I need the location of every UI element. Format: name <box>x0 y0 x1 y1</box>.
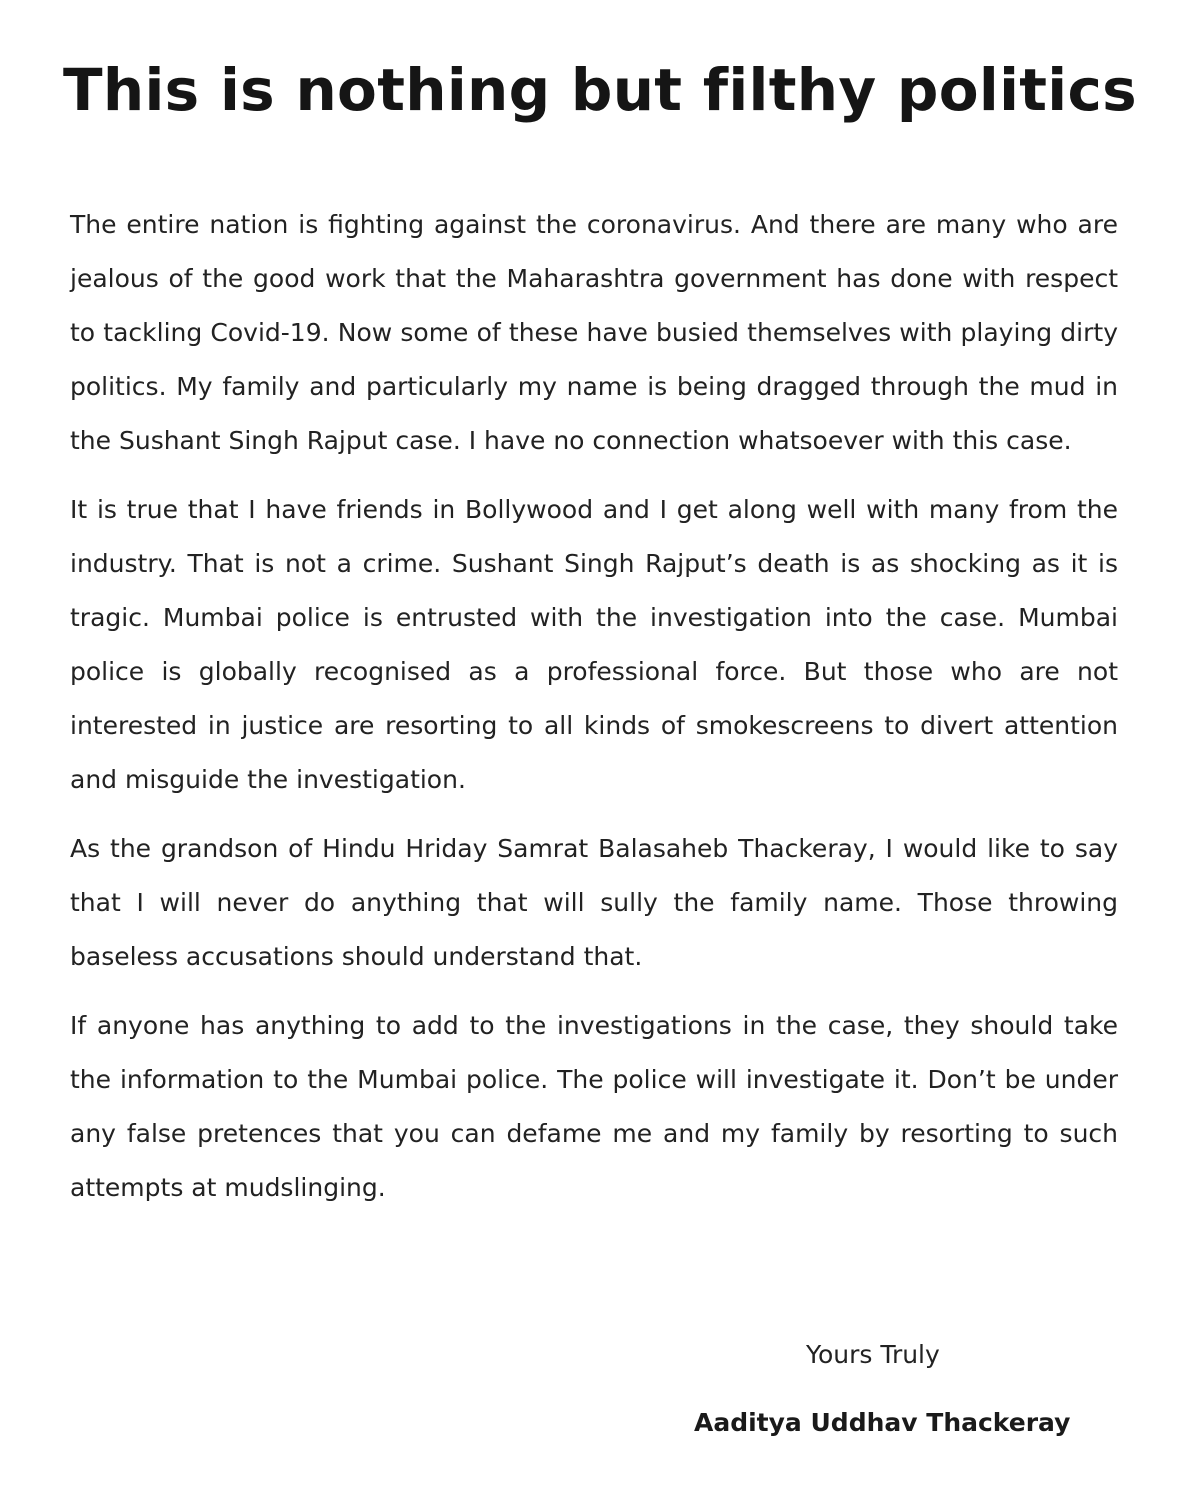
paragraph-1: The entire nation is fighting against the coronavirus. And there are many who are jealous of the good work that the Maharashtra government has done with respect to tackling Covid-19. Now some of these have busied themselves with playing dirty politics. My family and particularly my name is being dragged through the mud in the Sushant Singh Rajput case. I have no connection whatsoever with this case. <box>70 210 1118 455</box>
paragraph-2: It is true that I have friends in Bollywood and I get along well with many from the industry. That is not a crime. Sushant Singh Rajput’s death is as shocking as it is tragic. Mumbai police is entrusted with the investigation into the case. Mumbai police is globally recognised as a professional force. But those who are not interested in justice are resorting to all kinds of smokescreens to divert attention and misguide the investigation. <box>70 495 1118 794</box>
letter-body <box>70 198 1118 1230</box>
paragraph-3: As the grandson of Hindu Hriday Samrat Balasaheb Thackeray, I would like to say that I will never do anything that will sully the family name. Those throwing baseless accusations should understand that. <box>70 834 1118 971</box>
letter-title: This is nothing but filthy politics <box>63 56 1137 124</box>
paragraph-4: If anyone has anything to add to the investigations in the case, they should take the information to the Mumbai police. The police will investigate it. Don’t be under any false pretences that you can defame me and my family by resorting to such attempts at mudslinging. <box>70 1011 1118 1202</box>
closing-salutation: Yours Truly <box>806 1340 940 1369</box>
signatory-name: Aaditya Uddhav Thackeray <box>694 1408 1071 1437</box>
